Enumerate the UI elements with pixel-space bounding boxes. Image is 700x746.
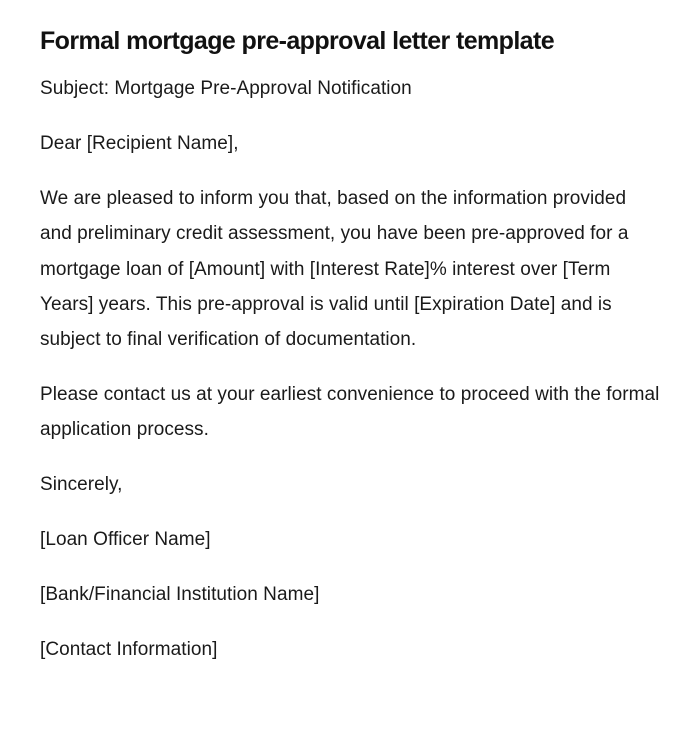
subject-line: Subject: Mortgage Pre-Approval Notification: [40, 78, 412, 99]
body-paragraph-contact: Please contact us at your earliest convenience to proceed with the formal application process.: [40, 384, 660, 441]
body-paragraph-approval: We are pleased to inform you that, based on the information provided and preliminary credit assessment, you have been pre-approved for a mortgage loan of [Amount] with [Interest Rate]% interest over [Term Years] years. This pre-approval is valid until [Expiration Date] and is subject to final verification of documentation.: [40, 187, 629, 351]
page-title: Formal mortgage pre-approval letter template: [40, 27, 555, 55]
salutation: Dear [Recipient Name],: [40, 132, 239, 154]
signature-contact: [Contact Information]: [40, 639, 218, 661]
signature-institution: [Bank/Financial Institution Name]: [40, 584, 320, 606]
signature-loan-officer: [Loan Officer Name]: [40, 529, 211, 551]
closing: Sincerely,: [40, 474, 123, 496]
